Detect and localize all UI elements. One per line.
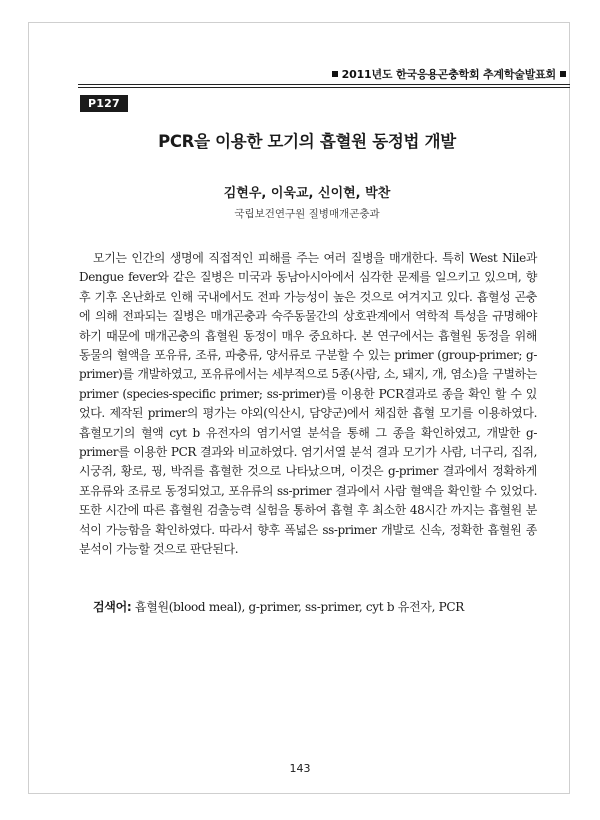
square-bullet-icon [560,71,566,77]
conference-header [328,66,570,82]
header-rule-thick [78,84,570,85]
abstract-body: 모기는 인간의 생명에 직접적인 피해를 주는 여러 질병을 매개한다. 특히 West Nile과 Dengue fever와 같은 질병은 미국과 동남아시아에서 심각한 문제를 일으키고 있으며, 향후 기후 온난화로 인해 국내에서도 전파 가능성이 높은 것으로 여겨지고 있다. 흡혈성 곤충에 의해 전파되는 질병은 매개곤충과 숙주동물간의 상호관계에서 역학적 특성을 규명해야 하기 때문에 매개곤충의 흡혈원 동정이 매우 중요하다. 본 연구에서는 흡혈원 동정을 위해 동물의 혈액을 포유류, 조류, 파충류, 양서류로 구분할 수 있는 primer (group-primer; g-primer)를 개발하였고, 포유류에서는 세부적으로 5종(사람, 소, 돼지, 개, 염소)을 구별하는 primer (species-specific primer; ss-primer)를 이용한 PCR결과로 종을 확인 할 수 있었다. 제작된 primer의 평가는 야외(익산시, 담양군)에서 채집한 흡혈 모기를 이용하였다. 흡혈모기의 혈액 cyt b 유전자의 염기서열 분석을 통해 그 종을 확인하였고, 개발한 g-primer를 이용한 PCR 결과와 비교하였다. 염기서열 분석 결과 모기가 사람, 너구리, 집쥐, 시궁쥐, 황로, 꿩, 박쥐를 흡혈한 것으로 나타났으며, 이것은 g-primer 결과에서 정확하게 포유류와 조류로 동정되었고, 포유류의 ss-primer 결과에서 사람 혈액을 확인할 수 있었다. 또한 시간에 따른 흡혈원 검출능력 실험을 통하여 흡혈 후 최소한 48시간 까지는 흡혈원 분석이 가능함을 확인하였다. 따라서 향후 폭넓은 ss-primer 개발로 신속, 정확한 흡혈원 종 분석이 가능할 것으로 판단된다. [79,251,537,557]
paper-authors: 김현우, 이욱교, 신이현, 박찬 [223,186,391,201]
paper-affiliation: 국립보건연구원 질병매개곤충과 [234,208,380,220]
square-bullet-icon [332,71,338,77]
page-number: 143 [289,762,311,775]
keywords-label: 검색어: [93,600,132,614]
keywords-list: 흡혈원(blood meal), g-primer, ss-primer, cyt b 유전자, PCR [131,600,465,614]
header-rule-thin [78,87,570,88]
conference-name: 2011년도 한국응용곤충학회 추계학술발표회 [341,68,556,81]
paper-code-badge: P127 [80,95,128,112]
keywords-line [93,598,537,615]
paper-title: PCR을 이용한 모기의 흡혈원 동정법 개발 [158,132,456,151]
